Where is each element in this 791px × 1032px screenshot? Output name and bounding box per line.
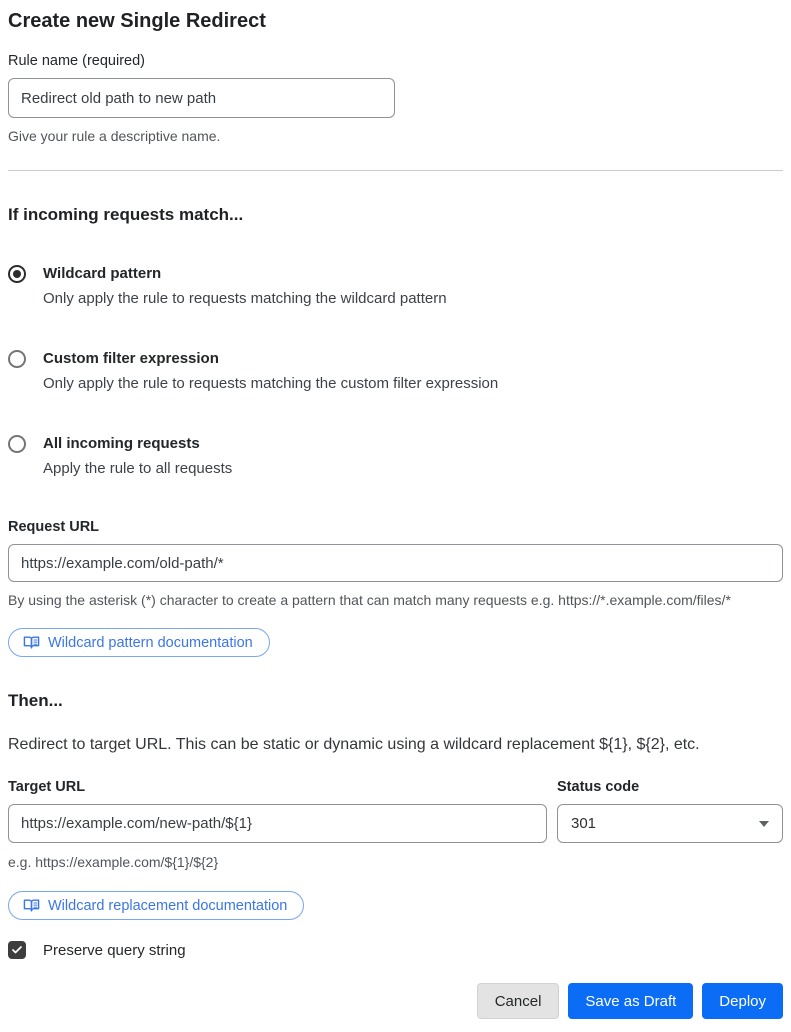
match-section-heading: If incoming requests match... — [8, 205, 244, 224]
check-icon — [11, 944, 23, 956]
radio-custom-filter-expression-label: Custom filter expression — [43, 350, 219, 367]
target-url-column — [8, 779, 547, 843]
radio-wildcard-pattern-label: Wildcard pattern — [43, 265, 162, 282]
status-code-column — [557, 779, 783, 843]
cancel-button[interactable]: Cancel — [477, 983, 560, 1019]
radio-wildcard-pattern-description: Only apply the rule to requests matching the wildcard pattern — [43, 290, 447, 307]
radio-custom-filter-expression-description: Only apply the rule to requests matching the custom filter expression — [43, 375, 499, 392]
radio-custom-filter-expression[interactable] — [8, 349, 783, 394]
preserve-query-string-label: Preserve query string — [43, 941, 186, 959]
target-url-input[interactable] — [8, 804, 547, 843]
wildcard-pattern-doc-button[interactable] — [8, 628, 270, 657]
request-url-label: Request URL — [8, 519, 100, 535]
caret-down-icon — [759, 821, 769, 827]
rule-name-label: Rule name (required) — [8, 53, 146, 69]
form-actions — [8, 983, 783, 1019]
preserve-query-string-checkbox[interactable] — [8, 941, 26, 959]
radio-all-incoming-requests-description: Apply the rule to all requests — [43, 460, 233, 477]
page-title: Create new Single Redirect — [8, 10, 266, 32]
book-icon — [23, 897, 40, 914]
radio-wildcard-pattern[interactable] — [8, 264, 783, 309]
section-divider — [8, 170, 783, 171]
radio-all-incoming-requests-label: All incoming requests — [43, 435, 200, 452]
target-url-status-row — [8, 779, 783, 843]
request-url-input[interactable] — [8, 544, 783, 582]
radio-button-icon[interactable] — [8, 350, 26, 368]
radio-button-icon[interactable] — [8, 265, 26, 283]
rule-name-help: Give your rule a descriptive name. — [8, 128, 221, 144]
then-section-heading: Then... — [8, 691, 63, 710]
wildcard-pattern-doc-label: Wildcard pattern documentation — [48, 634, 253, 651]
target-url-label: Target URL — [8, 779, 86, 795]
save-as-draft-button[interactable]: Save as Draft — [568, 983, 693, 1019]
then-section-description: Redirect to target URL. This can be static or dynamic using a wildcard replacement ${1}, ${2}, etc. — [8, 736, 700, 753]
match-type-radio-group — [8, 264, 783, 479]
deploy-button[interactable]: Deploy — [702, 983, 783, 1019]
target-url-help: e.g. https://example.com/${1}/${2} — [8, 854, 219, 870]
wildcard-replacement-doc-button[interactable] — [8, 891, 304, 920]
preserve-query-string-row[interactable] — [8, 941, 783, 959]
radio-all-incoming-requests[interactable] — [8, 434, 783, 479]
radio-button-icon[interactable] — [8, 435, 26, 453]
status-code-select[interactable] — [557, 804, 783, 843]
status-code-value: 301 — [571, 815, 597, 832]
wildcard-replacement-doc-label: Wildcard replacement documentation — [48, 897, 288, 914]
status-code-label: Status code — [557, 779, 640, 795]
request-url-help: By using the asterisk (*) character to create a pattern that can match many requests e.g. https://*.example.com/files/* — [8, 592, 731, 608]
book-icon — [23, 634, 40, 651]
rule-name-input[interactable] — [8, 78, 395, 118]
